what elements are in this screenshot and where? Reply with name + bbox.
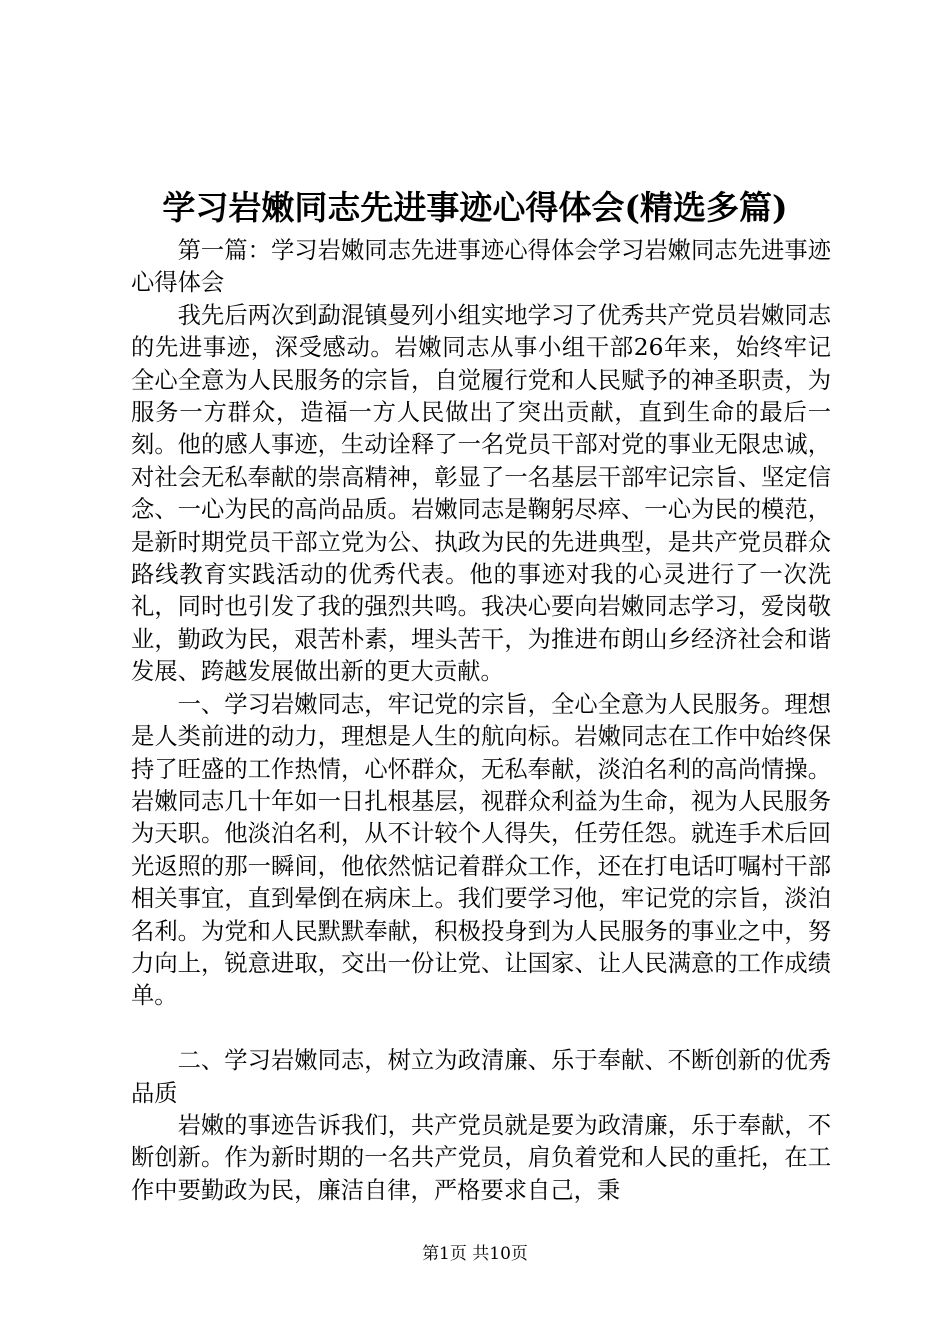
paragraph-section-one: 一、学习岩嫩同志，牢记党的宗旨，全心全意为人民服务。理想是人类前进的动力，理想是人生的航向标。岩嫩同志在工作中始终保持了旺盛的工作热情，心怀群众，无私奉献，淡泊名利的高尚情操。岩嫩同志几十年如一日扎根基层，视群众利益为生命，视为人民服务为天职。他淡泊名利，从不计较个人得失，任劳任怨。就连手术后回光返照的那一瞬间，他依然惦记着群众工作，还在打电话叮嘱村干部相关事宜，直到晕倒在病床上。我们要学习他，牢记党的宗旨，淡泊名利。为党和人民默默奉献，积极投身到为人民服务的事业之中，努力向上，锐意进取，交出一份让党、让国家、让人民满意的工作成绩单。 — [131, 690, 831, 1010]
document-body — [131, 235, 831, 1207]
paragraph-section-two-heading: 二、学习岩嫩同志，树立为政清廉、乐于奉献、不断创新的优秀品质 — [131, 1047, 831, 1107]
document-title: 学习岩嫩同志先进事迹心得体会(精选多篇) — [162, 188, 788, 227]
page-number-footer: 第1页 共10页 — [422, 1244, 528, 1264]
blank-line — [131, 1013, 831, 1045]
paragraph-intro-heading: 第一篇：学习岩嫩同志先进事迹心得体会学习岩嫩同志先进事迹心得体会 — [131, 237, 831, 297]
paragraph-section-two-body: 岩嫩的事迹告诉我们，共产党员就是要为政清廉，乐于奉献，不断创新。作为新时期的一名共产党员，肩负着党和人民的重托，在工作中要勤政为民，廉洁自律，严格要求自己，秉 — [131, 1111, 831, 1204]
paragraph-intro-body: 我先后两次到勐混镇曼列小组实地学习了优秀共产党员岩嫩同志的先进事迹，深受感动。岩嫩同志从事小组干部26年来，始终牢记全心全意为人民服务的宗旨，自觉履行党和人民赋予的神圣职责，为服务一方群众，造福一方人民做出了突出贡献，直到生命的最后一刻。他的感人事迹，生动诠释了一名党员干部对党的事业无限忠诚，对社会无私奉献的崇高精神，彰显了一名基层干部牢记宗旨、坚定信念、一心为民的高尚品质。岩嫩同志是鞠躬尽瘁、一心为民的模范，是新时期党员干部立党为公、执政为民的先进典型，是共产党员群众路线教育实践活动的优秀代表。他的事迹对我的心灵进行了一次洗礼，同时也引发了我的强烈共鸣。我决心要向岩嫩同志学习，爱岗敬业，勤政为民，艰苦朴素，埋头苦干，为推进布朗山乡经济社会和谐发展、跨越发展做出新的更大贡献。 — [131, 301, 831, 686]
